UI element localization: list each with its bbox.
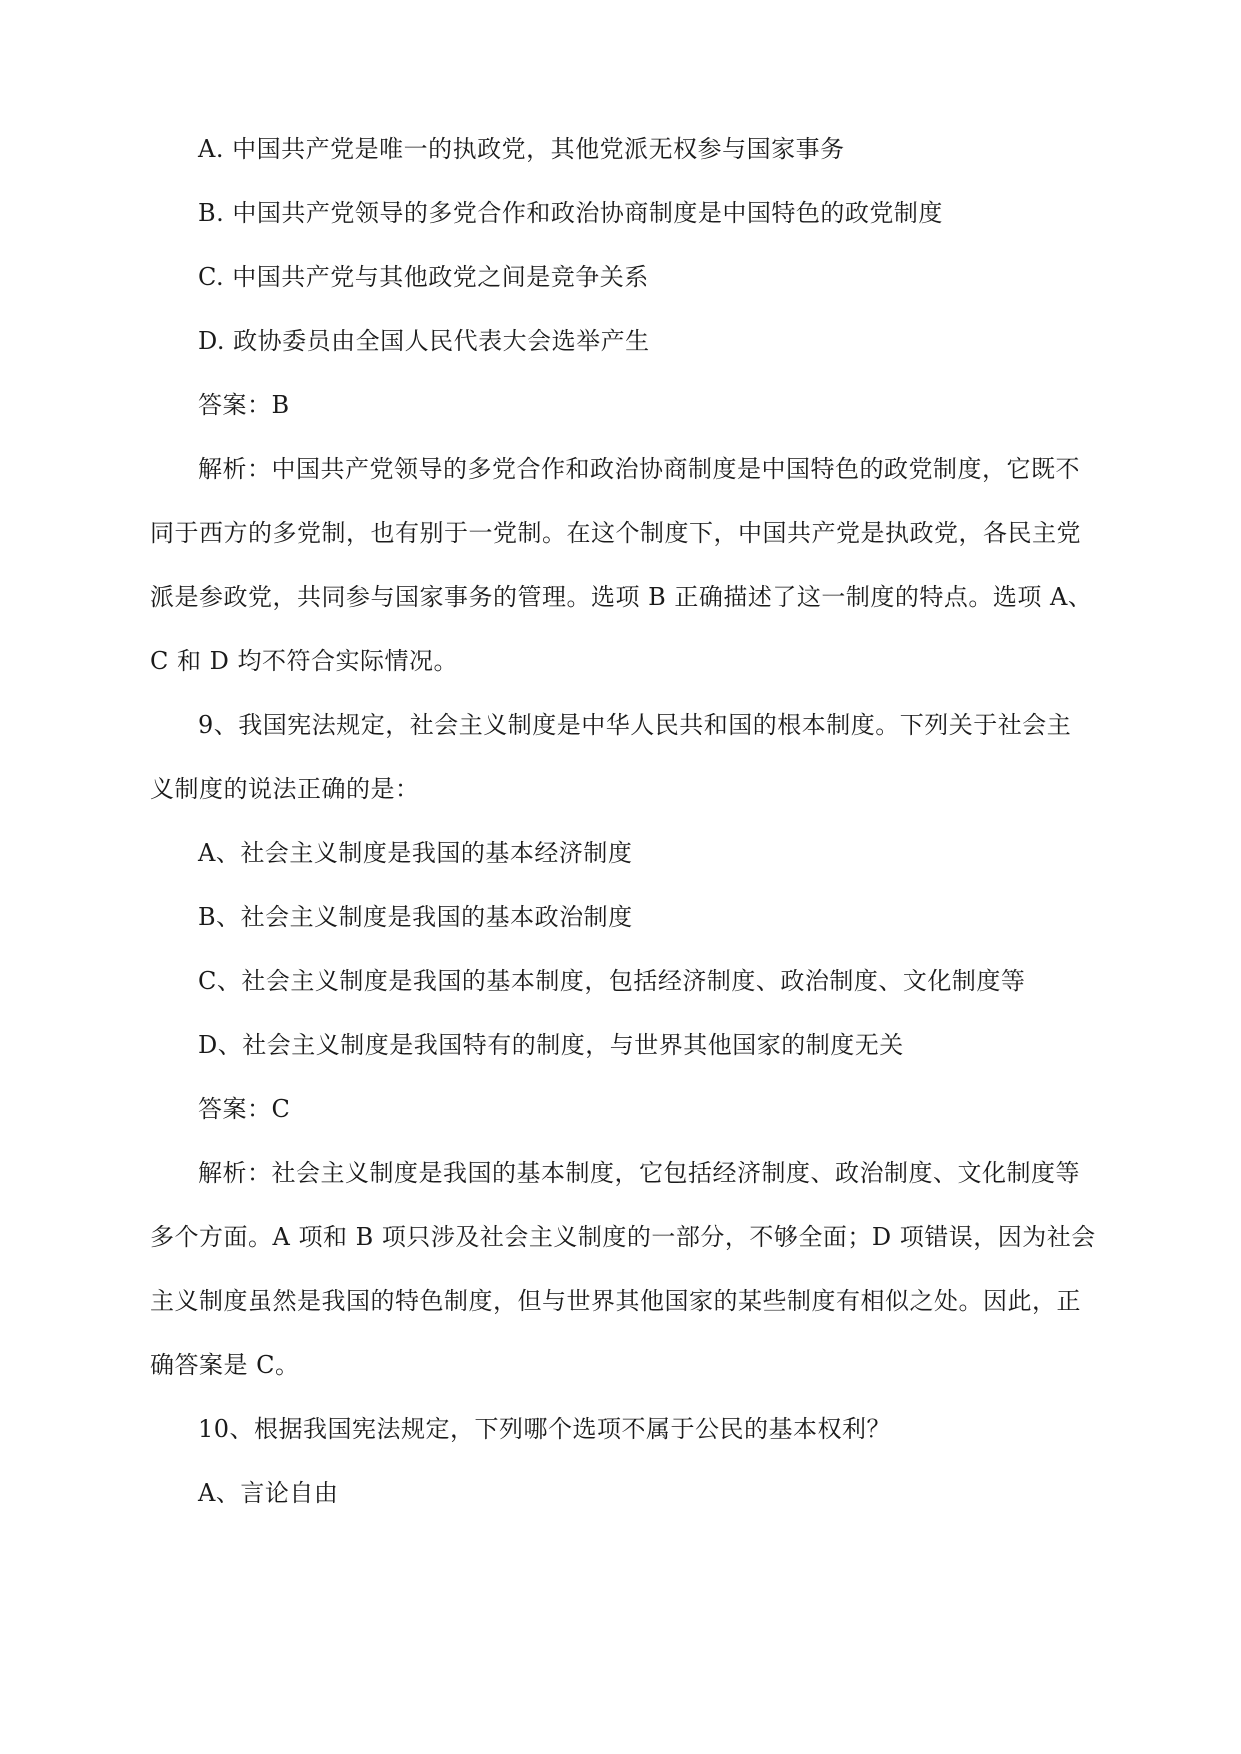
q9-analysis-line: 解析：社会主义制度是我国的基本制度，它包括经济制度、政治制度、文化制度等 <box>198 1159 1080 1187</box>
q8-analysis-line: 派是参政党，共同参与国家事务的管理。选项 B 正确描述了这一制度的特点。选项 A、 <box>150 583 1093 611</box>
q9-question-line: 义制度的说法正确的是： <box>150 775 420 803</box>
q9-analysis-line: 多个方面。A 项和 B 项只涉及社会主义制度的一部分，不够全面；D 项错误，因为社会 <box>150 1223 1096 1251</box>
q10-option-a: A、言论自由 <box>198 1479 339 1507</box>
q8-option-b: B. 中国共产党领导的多党合作和政治协商制度是中国特色的政党制度 <box>198 199 943 227</box>
q8-analysis-line: C 和 D 均不符合实际情况。 <box>150 647 458 675</box>
q8-answer: 答案：B <box>198 391 290 419</box>
q8-option-c: C. 中国共产党与其他政党之间是竞争关系 <box>198 263 649 291</box>
q9-option-a: A、社会主义制度是我国的基本经济制度 <box>198 839 633 867</box>
q8-analysis-line: 解析：中国共产党领导的多党合作和政治协商制度是中国特色的政党制度，它既不 <box>198 455 1080 483</box>
q9-analysis-line: 主义制度虽然是我国的特色制度，但与世界其他国家的某些制度有相似之处。因此，正 <box>150 1287 1081 1315</box>
q8-option-d: D. 政协委员由全国人民代表大会选举产生 <box>198 327 650 355</box>
q8-analysis-line: 同于西方的多党制，也有别于一党制。在这个制度下，中国共产党是执政党，各民主党 <box>150 519 1081 547</box>
q9-question-line: 9、我国宪法规定，社会主义制度是中华人民共和国的根本制度。下列关于社会主 <box>198 711 1072 739</box>
q9-answer: 答案：C <box>198 1095 291 1123</box>
q9-analysis-line: 确答案是 C。 <box>150 1351 300 1379</box>
q10-question: 10、根据我国宪法规定，下列哪个选项不属于公民的基本权利？ <box>198 1415 892 1443</box>
q9-option-b: B、社会主义制度是我国的基本政治制度 <box>198 903 633 931</box>
q8-option-a: A. 中国共产党是唯一的执政党，其他党派无权参与国家事务 <box>198 135 845 163</box>
q9-option-c: C、社会主义制度是我国的基本制度，包括经济制度、政治制度、文化制度等 <box>198 967 1026 995</box>
q9-option-d: D、社会主义制度是我国特有的制度，与世界其他国家的制度无关 <box>198 1031 904 1059</box>
